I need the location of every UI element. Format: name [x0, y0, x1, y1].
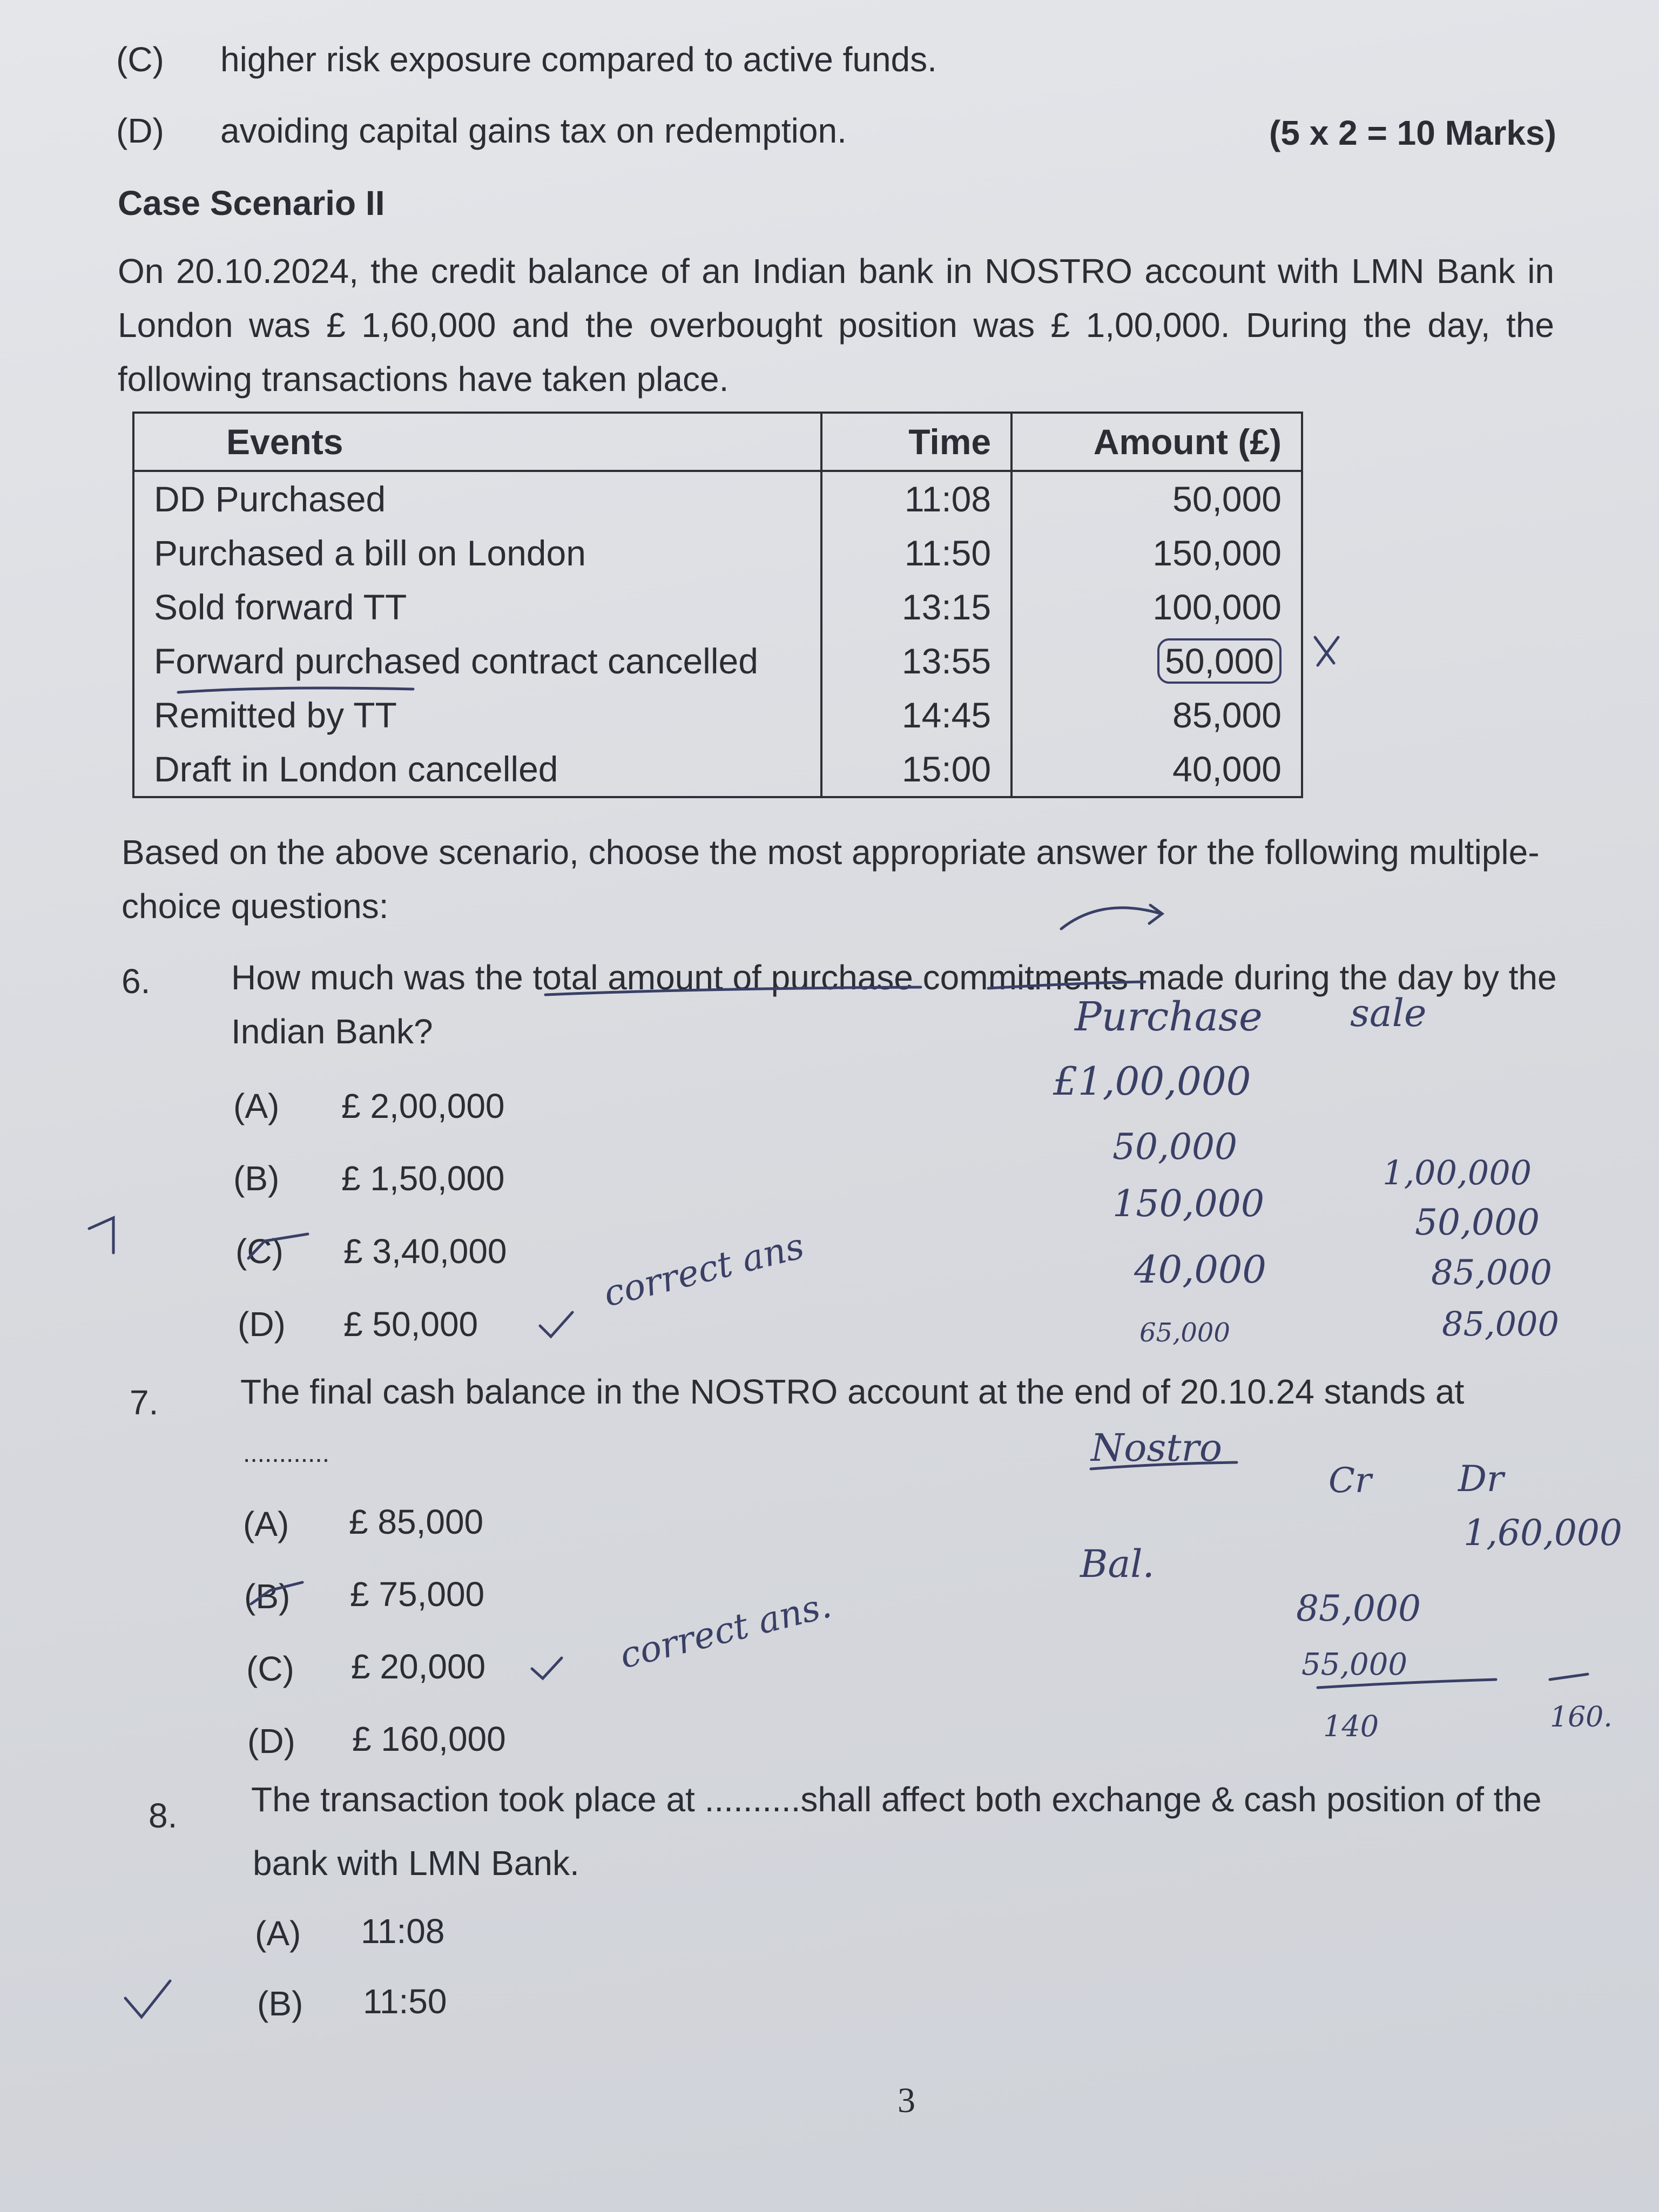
- handwritten-note: Bal.: [1080, 1542, 1155, 1586]
- cross-mark: [1315, 637, 1338, 665]
- question-number: 7.: [130, 1383, 159, 1422]
- arrow-head: [1149, 905, 1162, 923]
- option-letter: (A): [233, 1087, 280, 1125]
- time-cell: 15:00: [821, 742, 1011, 797]
- handwritten-note: 85,000: [1442, 1304, 1559, 1344]
- handwritten-note: 40,000: [1134, 1247, 1266, 1292]
- question-text: The transaction took place at ..........shall affect both exchange & cash position of the: [251, 1780, 1542, 1819]
- event-cell: Sold forward TT: [133, 580, 821, 634]
- underline-mark: [1091, 1462, 1237, 1469]
- option-text: avoiding capital gains tax on redemption.: [220, 111, 847, 150]
- slash-mark: [248, 1234, 308, 1258]
- handwritten-note: 50,000: [1112, 1126, 1237, 1168]
- handwritten-note: 50,000: [1415, 1202, 1540, 1243]
- tick-mark: [532, 1658, 562, 1678]
- option-letter: (A): [243, 1505, 289, 1543]
- amount-cell: 40,000: [1011, 742, 1302, 797]
- question-text: bank with LMN Bank.: [253, 1844, 579, 1883]
- handwritten-note: £1,00,000: [1053, 1058, 1251, 1104]
- time-cell: 13:15: [821, 580, 1011, 634]
- option-text: higher risk exposure compared to active funds.: [220, 40, 937, 79]
- option-letter: (C): [116, 40, 164, 79]
- handwritten-note: Dr: [1458, 1458, 1504, 1500]
- time-cell: 14:45: [821, 688, 1011, 742]
- option-letter: (B): [244, 1577, 291, 1616]
- option-text: £ 50,000: [343, 1305, 478, 1344]
- tick-mark: [540, 1312, 572, 1337]
- event-cell: Draft in London cancelled: [133, 742, 821, 797]
- amount-cell: 85,000: [1011, 688, 1302, 742]
- dash-mark: [1550, 1674, 1588, 1680]
- underline-mark: [178, 688, 413, 692]
- handwritten-note: 1,60,000: [1464, 1512, 1622, 1554]
- option-letter: (C): [246, 1649, 294, 1688]
- underline-mark: [545, 987, 921, 995]
- time-cell: 13:55: [821, 634, 1011, 688]
- option-letter: (D): [238, 1305, 286, 1344]
- page-number: 3: [898, 2081, 915, 2120]
- option-letter: (A): [255, 1914, 301, 1953]
- column-header-time: Time: [821, 413, 1011, 471]
- circled-amount: 50,000: [1157, 638, 1282, 684]
- amount-cell: 150,000: [1011, 526, 1302, 580]
- option-text: £ 1,50,000: [341, 1159, 505, 1198]
- handwritten-note: Cr: [1328, 1461, 1372, 1501]
- event-cell: DD Purchased: [133, 471, 821, 526]
- event-cell: Forward purchased contract cancelled: [133, 634, 821, 688]
- amount-cell: 50,000: [1011, 471, 1302, 526]
- question-number: 8.: [149, 1796, 178, 1835]
- slash-mark: [251, 1582, 302, 1604]
- handwritten-note: sale: [1350, 991, 1427, 1035]
- underline-mark: [988, 982, 1145, 988]
- event-cell: Remitted by TT: [133, 688, 821, 742]
- question-number: 6.: [122, 962, 151, 1001]
- option-text: 11:50: [363, 1982, 447, 2021]
- option-text: £ 20,000: [351, 1647, 486, 1686]
- handwritten-note: 55,000: [1301, 1647, 1407, 1682]
- underline-mark: [1318, 1680, 1496, 1688]
- marks-note: (5 x 2 = 10 Marks): [1269, 113, 1556, 152]
- option-text: £ 75,000: [350, 1575, 485, 1614]
- column-header-amount: Amount (£): [1011, 413, 1302, 471]
- handwritten-note: 140: [1323, 1709, 1379, 1743]
- option-letter: (B): [257, 1984, 304, 2023]
- instruction-text: Based on the above scenario, choose the most appropriate answer for the following multiple-choice questions:: [122, 833, 1540, 926]
- option-letter: (B): [233, 1159, 280, 1198]
- amount-cell: 100,000: [1011, 580, 1302, 634]
- question-text: How much was the total amount of purchase commitments made during the day by the Indian Bank?: [231, 958, 1557, 1051]
- handwritten-note: 150,000: [1112, 1183, 1265, 1225]
- option-text: £ 160,000: [352, 1719, 506, 1758]
- tick-mark: [125, 1981, 170, 2017]
- question-text: The final cash balance in the NOSTRO account at the end of 20.10.24 stands at: [240, 1372, 1465, 1411]
- event-cell: Purchased a bill on London: [133, 526, 821, 580]
- option-letter: (D): [116, 111, 164, 150]
- handwritten-note: 1,00,000: [1382, 1153, 1532, 1192]
- option-text: £ 2,00,000: [341, 1087, 505, 1125]
- option-text: £ 85,000: [349, 1502, 484, 1541]
- handwritten-note: correct ans: [599, 1225, 808, 1315]
- handwritten-note: 85,000: [1296, 1588, 1421, 1629]
- column-header-events: Events: [133, 413, 821, 471]
- handwritten-note: 160.: [1550, 1701, 1613, 1734]
- handwritten-note: Purchase: [1075, 994, 1263, 1040]
- case-paragraph: On 20.10.2024, the credit balance of an Indian bank in NOSTRO account with LMN Bank in London was £ 1,60,000 and the overbought position was £ 1,00,000. During the day, the following transactions have taken place.: [118, 252, 1554, 399]
- option-letter: (D): [247, 1722, 295, 1761]
- option-letter: (C): [235, 1232, 284, 1271]
- time-cell: 11:08: [821, 471, 1011, 526]
- handwritten-note: correct ans.: [616, 1584, 835, 1677]
- option-text: £ 3,40,000: [343, 1232, 507, 1271]
- handwritten-note: 85,000: [1431, 1253, 1552, 1293]
- option-text: 11:08: [361, 1912, 445, 1951]
- time-cell: 11:50: [821, 526, 1011, 580]
- case-title: Case Scenario II: [118, 184, 385, 222]
- tick-mark: [89, 1218, 113, 1253]
- arrow-mark: [1061, 908, 1161, 929]
- handwritten-note: 65,000: [1139, 1318, 1230, 1348]
- answer-blank: ............: [243, 1439, 330, 1468]
- handwritten-note: Nostro: [1091, 1426, 1223, 1470]
